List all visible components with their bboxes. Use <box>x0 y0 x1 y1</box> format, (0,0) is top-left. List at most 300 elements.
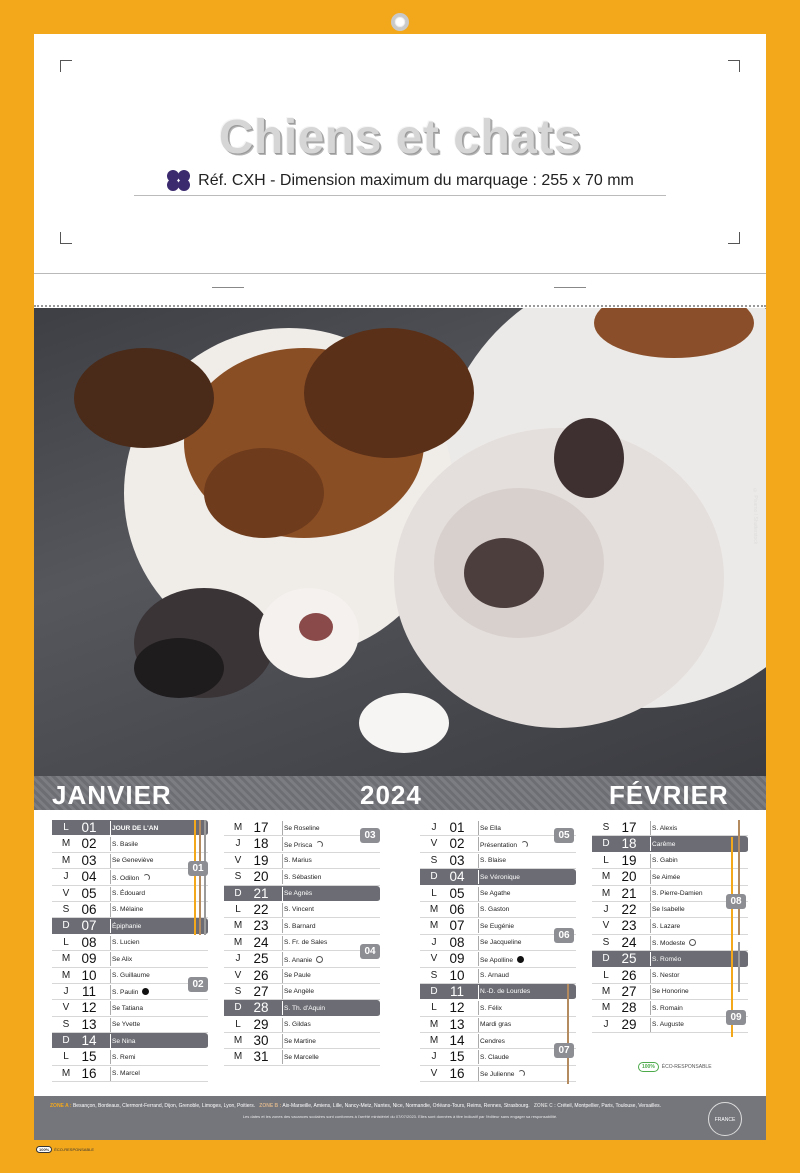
calendar-day-row <box>52 1000 208 1016</box>
weekday-letter: D <box>234 887 242 899</box>
zone-b-holiday-bar <box>738 820 740 935</box>
day-number: 05 <box>449 885 465 901</box>
saint-name <box>112 939 140 946</box>
saint-name <box>112 857 153 864</box>
weekday-letter: S <box>234 871 242 883</box>
calendar-day-row <box>52 886 208 902</box>
saint-name <box>652 841 675 848</box>
crop-mark <box>728 60 740 72</box>
weekday-letter: D <box>430 985 438 997</box>
weekday-letter: V <box>430 838 438 850</box>
day-number: 28 <box>621 1000 637 1016</box>
new-moon-icon <box>689 939 696 946</box>
weekday-letter: V <box>62 1002 70 1014</box>
day-number: 29 <box>621 1016 637 1032</box>
divider <box>282 1050 283 1064</box>
day-number: 14 <box>81 1033 97 1049</box>
saint-text: S. Ananie <box>284 956 313 964</box>
day-number: 04 <box>449 869 465 885</box>
saint-text: S. Pierre-Damien <box>652 890 703 898</box>
calendar-day-row <box>52 918 208 934</box>
half-moon-icon <box>316 841 323 848</box>
year-label: 2024 <box>360 780 422 810</box>
day-number: 09 <box>449 951 465 967</box>
saint-text: Se Agnès <box>284 890 313 898</box>
saint-name <box>652 1021 684 1028</box>
divider <box>34 273 766 274</box>
calendar-day-row <box>224 1017 380 1033</box>
divider <box>110 1034 111 1048</box>
divider <box>650 870 651 884</box>
saint-text: S. Lucien <box>112 939 140 947</box>
day-number: 27 <box>253 983 269 999</box>
divider <box>650 887 651 901</box>
saint-name <box>284 972 311 979</box>
week-number-badge: 06 <box>554 928 574 943</box>
saint-text: JOUR DE L'AN <box>112 824 159 832</box>
day-number: 25 <box>253 951 269 967</box>
calendar-day-row <box>592 968 748 984</box>
saint-text: Se Martine <box>284 1037 316 1045</box>
saint-name <box>480 988 530 995</box>
day-number: 21 <box>253 885 269 901</box>
divider <box>134 195 666 196</box>
day-number: 12 <box>81 1000 97 1016</box>
day-number: 25 <box>621 951 637 967</box>
day-number: 07 <box>81 918 97 934</box>
weekday-letter: J <box>63 871 69 883</box>
day-number: 13 <box>81 1016 97 1032</box>
divider <box>650 903 651 917</box>
week-number-badge: 02 <box>188 977 208 992</box>
calendar-day-row <box>420 968 576 984</box>
calendar-column-january-1 <box>52 820 208 1082</box>
calendar-day-row <box>52 902 208 918</box>
day-number: 29 <box>253 1016 269 1032</box>
divider <box>650 837 651 851</box>
zone-b-label: ZONE B : <box>259 1103 282 1109</box>
day-number: 08 <box>449 934 465 950</box>
footer <box>34 1096 766 1140</box>
divider <box>650 936 651 950</box>
eco-text: ÉCO-RESPONSABLE <box>661 1064 712 1070</box>
saint-text: Se Angèle <box>284 988 315 996</box>
school-zones <box>50 1103 661 1109</box>
day-number: 15 <box>81 1049 97 1065</box>
weekday-letter: M <box>429 903 439 915</box>
saint-text: S. Marius <box>284 857 312 865</box>
divider <box>478 1034 479 1048</box>
calendar-day-row <box>52 1066 208 1082</box>
saint-text: Se Isabelle <box>652 906 685 914</box>
hanging-hole <box>391 13 409 31</box>
weekday-letter: D <box>234 1002 242 1014</box>
saint-name <box>112 988 149 996</box>
calendar-day-row <box>592 984 748 1000</box>
divider <box>478 903 479 917</box>
zone-a-holiday-bar <box>194 820 196 935</box>
full-moon-icon <box>517 956 524 963</box>
saint-name <box>112 1070 140 1077</box>
calendar-day-row <box>420 984 576 1000</box>
saint-text: S. Paulin <box>112 989 139 997</box>
day-number: 18 <box>621 836 637 852</box>
month-label-left: JANVIER <box>52 780 172 810</box>
week-number-badge: 04 <box>360 944 380 959</box>
calendar-day-row <box>420 935 576 951</box>
day-number: 26 <box>621 967 637 983</box>
day-number: 05 <box>81 885 97 901</box>
calendar-day-row <box>420 869 576 885</box>
saint-name <box>652 939 696 947</box>
saint-text: S. Blaise <box>480 857 507 865</box>
eco-label <box>638 1062 712 1072</box>
eco-text: ÉCO-RESPONSABLE <box>54 1147 95 1152</box>
weekday-letter: L <box>63 936 69 948</box>
saint-text: Se Julienne <box>480 1071 515 1079</box>
saint-text: Se Yvette <box>112 1021 141 1029</box>
weekday-letter: L <box>63 1051 69 1063</box>
saint-name <box>480 956 524 964</box>
weekday-letter: V <box>430 1067 438 1079</box>
day-number: 20 <box>621 869 637 885</box>
day-number: 30 <box>253 1033 269 1049</box>
saint-name <box>480 874 520 881</box>
divider <box>110 952 111 966</box>
weekday-letter: D <box>602 838 610 850</box>
divider <box>650 919 651 933</box>
crop-mark <box>60 232 72 244</box>
saint-name <box>284 857 312 864</box>
weekday-letter: V <box>430 953 438 965</box>
saint-name <box>652 1005 683 1012</box>
saint-text: Se Paule <box>284 972 311 980</box>
eco-badge: 100% <box>36 1146 52 1153</box>
saint-text: S. Gildas <box>284 1021 311 1029</box>
saint-name <box>112 874 150 882</box>
weekday-letter: L <box>63 822 69 833</box>
divider <box>110 1067 111 1081</box>
half-moon-icon <box>518 1070 525 1077</box>
half-moon-icon <box>521 841 528 848</box>
day-number: 24 <box>253 934 269 950</box>
calendar-sheet <box>34 34 766 1140</box>
divider <box>650 985 651 999</box>
weekday-letter: M <box>601 985 611 997</box>
saint-text: S. Arnaud <box>480 972 509 980</box>
crop-mark <box>60 60 72 72</box>
month-label-right: FÉVRIER <box>609 780 729 810</box>
divider <box>110 1050 111 1064</box>
divider <box>110 821 111 835</box>
divider <box>478 1018 479 1032</box>
saint-text: S. Mélaine <box>112 906 144 914</box>
weekday-letter: M <box>61 854 71 866</box>
saint-text: S. Remi <box>112 1053 136 1061</box>
saint-name <box>480 1070 525 1078</box>
week-number-badge: 05 <box>554 828 574 843</box>
divider <box>282 985 283 999</box>
saint-text: S. Lazare <box>652 922 681 930</box>
divider <box>650 952 651 966</box>
month-banner <box>34 776 766 810</box>
saint-name <box>652 923 680 930</box>
day-number: 23 <box>621 918 637 934</box>
reference-line <box>34 170 766 192</box>
saint-name <box>112 1054 135 1061</box>
saint-name <box>112 956 132 963</box>
divider <box>282 936 283 950</box>
zone-b-holiday-bar <box>199 820 201 935</box>
divider <box>478 854 479 868</box>
divider <box>282 903 283 917</box>
saint-name <box>480 923 514 930</box>
day-number: 18 <box>253 836 269 852</box>
saint-text: S. Fr. de Sales <box>284 939 328 947</box>
weekday-letter: M <box>61 1067 71 1079</box>
weekday-letter: S <box>602 936 610 948</box>
calendar-day-row <box>592 902 748 918</box>
day-number: 11 <box>449 983 464 999</box>
day-number: 11 <box>81 983 96 999</box>
saint-text: S. Odilon <box>112 874 140 882</box>
week-number-badge: 08 <box>726 894 746 909</box>
divider <box>282 919 283 933</box>
divider <box>478 887 479 901</box>
saint-text: S. Sébastien <box>284 873 322 881</box>
divider <box>282 821 283 835</box>
divider <box>282 1001 283 1015</box>
saint-name <box>112 923 141 930</box>
divider <box>478 919 479 933</box>
day-number: 14 <box>449 1033 465 1049</box>
weekday-letter: L <box>431 1002 437 1014</box>
calendar-day-row <box>592 820 748 836</box>
saint-text: S. Félix <box>480 1004 502 1012</box>
weekday-letter: D <box>62 1035 70 1047</box>
weekday-letter: M <box>233 1035 243 1047</box>
weekday-letter: M <box>429 1035 439 1047</box>
weekday-letter: V <box>62 887 70 899</box>
weekday-letter: M <box>61 953 71 965</box>
saint-name <box>480 939 521 946</box>
calendar-day-row <box>224 968 380 984</box>
saint-text: S. Nestor <box>652 972 680 980</box>
calendar-day-row <box>592 951 748 967</box>
saint-name <box>652 825 677 832</box>
photo-credit: © Pixarno / Shutterstock <box>752 488 758 545</box>
weekday-letter: V <box>234 969 242 981</box>
saint-name <box>480 857 506 864</box>
weekday-letter: J <box>235 838 241 850</box>
day-number: 01 <box>81 820 97 835</box>
day-number: 27 <box>621 983 637 999</box>
saint-name <box>284 988 314 995</box>
saint-text: Se Aimée <box>652 873 681 881</box>
eco-badge: 100% <box>638 1062 659 1072</box>
divider <box>478 837 479 851</box>
saint-name <box>652 874 680 881</box>
calendar-day-row <box>52 935 208 951</box>
saint-name <box>284 874 321 881</box>
divider <box>110 854 111 868</box>
calendar-day-row <box>52 1017 208 1033</box>
day-number: 09 <box>81 951 97 967</box>
divider <box>650 821 651 835</box>
saint-text: Se Jacqueline <box>480 939 522 947</box>
day-number: 22 <box>253 901 269 917</box>
calendar-day-row <box>224 853 380 869</box>
zone-c-label: ZONE C : <box>533 1103 556 1109</box>
day-number: 16 <box>81 1065 97 1081</box>
calendar-day-row <box>592 869 748 885</box>
calendar-column-january-2 <box>224 820 380 1066</box>
calendar-column-february-2 <box>592 820 748 1033</box>
divider <box>282 854 283 868</box>
saint-name <box>112 1005 143 1012</box>
saint-text: S. Modeste <box>652 940 686 948</box>
saint-name <box>284 1038 316 1045</box>
weekday-letter: L <box>603 969 609 981</box>
calendar-day-row <box>420 1000 576 1016</box>
weekday-letter: M <box>429 920 439 932</box>
saint-text: S. Barnard <box>284 922 316 930</box>
weekday-letter: S <box>430 969 438 981</box>
saint-name <box>112 825 158 832</box>
day-number: 12 <box>449 1000 465 1016</box>
weekday-letter: J <box>603 1018 609 1030</box>
calendar-day-row <box>420 820 576 836</box>
day-number: 16 <box>449 1065 465 1081</box>
perforation-line <box>34 305 766 307</box>
calendar-day-row <box>52 820 208 836</box>
week-number-badge: 03 <box>360 828 380 843</box>
saint-name <box>652 988 689 995</box>
divider <box>478 1001 479 1015</box>
crop-mark <box>728 232 740 244</box>
saint-name <box>480 890 510 897</box>
divider <box>478 985 479 999</box>
day-number: 21 <box>621 885 637 901</box>
divider <box>650 1001 651 1015</box>
divider <box>650 1018 651 1032</box>
divider <box>110 1001 111 1015</box>
divider <box>478 952 479 966</box>
calendar-day-row <box>420 853 576 869</box>
weekday-letter: D <box>602 953 610 965</box>
dog-and-cat-photo <box>34 308 766 776</box>
saint-name <box>480 972 509 979</box>
saint-name <box>112 906 143 913</box>
saint-text: Se Nina <box>112 1037 136 1045</box>
zone-c-holiday-bar <box>204 820 206 935</box>
divider <box>282 952 283 966</box>
saint-name <box>480 841 528 849</box>
weekday-letter: M <box>601 871 611 883</box>
saint-text: Se Agathe <box>480 890 511 898</box>
saint-name <box>480 1038 505 1045</box>
zone-c-cities: Créteil, Montpellier, Paris, Toulouse, Versailles. <box>557 1103 662 1109</box>
weekday-letter: M <box>233 920 243 932</box>
calendar-day-row <box>224 1000 380 1016</box>
saint-name <box>480 1021 511 1028</box>
saint-name <box>112 890 145 897</box>
zone-c-holiday-bar <box>738 942 740 992</box>
divider <box>282 969 283 983</box>
fold-mark <box>554 287 586 288</box>
weekday-letter: J <box>431 936 437 948</box>
weekday-letter: J <box>431 1051 437 1063</box>
calendar-day-row <box>52 968 208 984</box>
saint-name <box>284 956 323 964</box>
weekday-letter: L <box>431 887 437 899</box>
page-title: Chiens et chats <box>218 111 582 164</box>
saint-text: Se Honorine <box>652 988 689 996</box>
clover-logo-icon <box>166 170 192 192</box>
calendar-day-row <box>592 935 748 951</box>
weekday-letter: M <box>61 838 71 850</box>
divider <box>110 837 111 851</box>
saint-text: Épiphanie <box>112 922 142 930</box>
day-number: 02 <box>81 836 97 852</box>
saint-text: S. Gaston <box>480 906 510 914</box>
calendar-day-row <box>592 918 748 934</box>
calendar-day-row <box>224 836 380 852</box>
weekday-letter: M <box>601 1002 611 1014</box>
calendar-column-february-1 <box>420 820 576 1082</box>
divider <box>282 887 283 901</box>
zone-b-cities: Aix-Marseille, Amiens, Lille, Nancy-Metz, Nantes, Nice, Normandie, Orléans-Tours, Reims, Rennes, Strasbourg. <box>282 1103 530 1109</box>
saint-name <box>480 906 509 913</box>
zone-a-holiday-bar <box>731 837 733 1037</box>
saint-name <box>652 857 678 864</box>
day-number: 01 <box>449 820 465 835</box>
saint-name <box>652 956 681 963</box>
divider <box>110 870 111 884</box>
saint-text: Carême <box>652 840 676 848</box>
calendar-day-row <box>52 869 208 885</box>
saint-name <box>112 1038 135 1045</box>
day-number: 03 <box>81 852 97 868</box>
divider <box>282 1018 283 1032</box>
saint-text: S. Édouard <box>112 890 145 898</box>
day-number: 28 <box>253 1000 269 1016</box>
france-badge: FRANCE <box>708 1102 742 1136</box>
calendar-day-row <box>224 869 380 885</box>
weekday-letter: V <box>234 854 242 866</box>
calendar-day-row <box>420 918 576 934</box>
divider <box>282 837 283 851</box>
weekday-letter: L <box>235 903 241 915</box>
saint-text: S. Roméo <box>652 955 682 963</box>
divider <box>478 870 479 884</box>
calendar-day-row <box>420 951 576 967</box>
saint-name <box>284 939 327 946</box>
calendar-day-row <box>52 1049 208 1065</box>
calendar-day-row <box>592 886 748 902</box>
calendar-day-row <box>592 1017 748 1033</box>
divider <box>478 936 479 950</box>
weekday-letter: S <box>234 985 242 997</box>
day-number: 17 <box>253 820 269 835</box>
calendar-day-row <box>52 836 208 852</box>
divider <box>110 903 111 917</box>
saint-name <box>284 923 316 930</box>
divider <box>282 870 283 884</box>
saint-text: S. Gabin <box>652 857 678 865</box>
saint-text: Se Alix <box>112 955 133 963</box>
full-moon-icon <box>142 988 149 995</box>
